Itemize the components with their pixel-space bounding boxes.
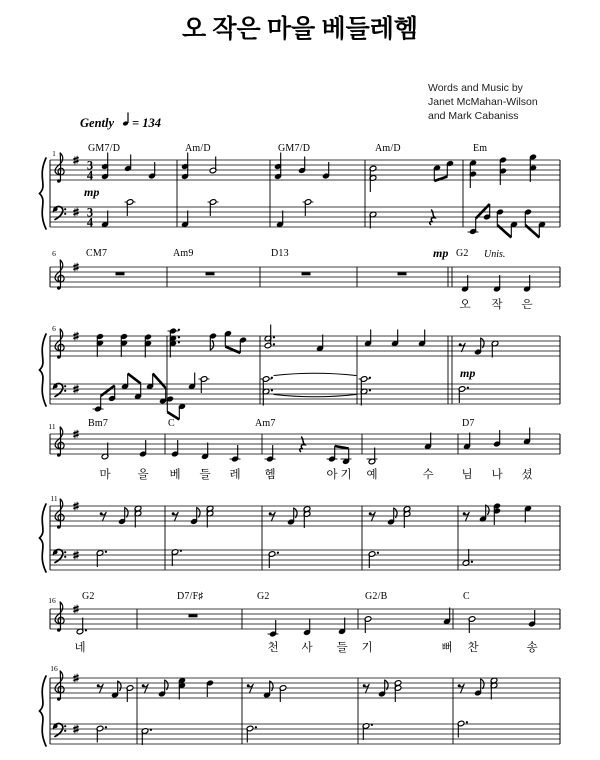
augmentation-dot: [105, 726, 107, 728]
chord-symbol: D7: [462, 418, 475, 429]
piano-system-4: [40, 664, 561, 746]
augmentation-dot: [369, 377, 371, 379]
lyric-syllable: 베: [169, 467, 181, 481]
lyric-syllable: 오: [459, 297, 471, 311]
lyric-syllable: 뻐: [441, 640, 453, 654]
sharp-icon: [73, 507, 78, 509]
sharp-icon: [73, 556, 78, 558]
lyric-syllable: 아: [326, 467, 338, 481]
beam: [335, 446, 349, 449]
lyric-syllable: 마: [99, 467, 111, 481]
sharp-icon: [73, 432, 78, 434]
lyric-syllable: 들: [199, 467, 211, 481]
beam: [101, 386, 115, 397]
augmentation-dot: [466, 721, 468, 723]
lyric-syllable: 레: [229, 467, 241, 481]
augmentation-dot: [369, 389, 371, 391]
treble-clef-icon: [57, 628, 60, 631]
vocal-system-4: [48, 591, 560, 654]
tie: [274, 395, 356, 397]
measure-number: 6: [52, 249, 56, 258]
lyric-syllable: 찬: [467, 640, 479, 654]
beam: [153, 374, 166, 389]
credit-line-2: Janet McMahan-Wilson: [428, 96, 538, 108]
augmentation-dot: [178, 336, 180, 338]
bass-clef-icon: [64, 213, 66, 215]
lyric-syllable: 은: [521, 297, 533, 311]
treble-clef-icon: [57, 355, 60, 358]
piano-system-1: [40, 143, 561, 238]
bass-clef-icon: [64, 390, 66, 392]
chord-symbol: C: [168, 418, 175, 429]
bass-clef-icon: [54, 384, 63, 397]
measure-number: 1: [52, 149, 56, 158]
augmentation-dot: [85, 629, 87, 631]
treble-clef-icon: [55, 602, 64, 624]
sharp-icon: [73, 553, 78, 555]
lyric-syllable: 천: [267, 640, 279, 654]
sharp-icon: [73, 268, 78, 270]
bass-clef-icon: [54, 550, 63, 563]
treble-clef-icon: [57, 525, 60, 528]
chord-symbol: G2: [257, 591, 270, 602]
chord-symbol: Am9: [173, 248, 194, 259]
beam: [128, 374, 141, 384]
chord-symbol: Am/D: [185, 143, 211, 154]
eighth-rest-stem: [365, 684, 369, 693]
measure-number: 16: [48, 596, 56, 605]
treble-clef-icon: [55, 153, 64, 175]
sharp-icon: [73, 504, 78, 506]
sharp-icon: [73, 161, 78, 163]
tempo-word: Gently: [80, 116, 115, 130]
tie: [274, 373, 356, 375]
eighth-rest-stem: [465, 512, 469, 521]
chord-symbol: Am/D: [375, 143, 401, 154]
dynamic-mark: mp: [460, 366, 476, 380]
measure-number: 16: [50, 664, 58, 673]
dynamic-mark: mp: [84, 185, 100, 199]
augmentation-dot: [255, 726, 257, 728]
lyric-syllable: 을: [137, 467, 149, 481]
sharp-icon: [73, 610, 78, 612]
measure-rest: [189, 614, 198, 617]
chord-symbol: Em: [473, 143, 488, 154]
sharp-icon: [73, 435, 78, 437]
augmentation-dot: [273, 343, 275, 345]
augmentation-dot: [277, 552, 279, 554]
beam: [225, 347, 240, 354]
augmentation-dot: [150, 729, 152, 731]
piano-system-2: [40, 324, 561, 420]
eighth-rest-stem: [99, 684, 103, 693]
credit-line-1: Words and Music by: [428, 82, 523, 94]
eighth-rest-stem: [371, 512, 375, 521]
chord-symbol: Am7: [255, 418, 276, 429]
vocal-system-2: [50, 246, 560, 311]
treble-clef-icon: [55, 329, 64, 351]
measure-number: 11: [50, 494, 58, 503]
sharp-icon: [73, 727, 78, 729]
augmentation-dot: [377, 552, 379, 554]
piano-system-3: [40, 494, 561, 572]
measure-rest: [302, 272, 311, 275]
chord-symbol: G2/B: [365, 591, 388, 602]
unison-label: Unis.: [484, 249, 506, 260]
lyric-syllable: 수: [422, 467, 434, 481]
vocal-system-3: [48, 418, 560, 481]
sharp-icon: [73, 676, 78, 678]
augmentation-dot: [178, 341, 180, 343]
augmentation-dot: [467, 387, 469, 389]
chord-symbol: GM7/D: [88, 143, 121, 154]
lyric-syllable: 송: [526, 640, 538, 654]
measure-number: 11: [48, 422, 56, 431]
bass-clef-icon: [64, 725, 66, 727]
bass-clef-icon: [64, 208, 66, 210]
augmentation-dot: [105, 551, 107, 553]
credit-line-3: and Mark Cabaniss: [428, 110, 519, 122]
sharp-icon: [73, 158, 78, 160]
sharp-icon: [73, 607, 78, 609]
treble-clef-icon: [55, 260, 64, 282]
treble-clef-icon: [57, 697, 60, 700]
lyric-syllable: 셨: [521, 467, 533, 481]
chord-symbol: Bm7: [88, 418, 109, 429]
lyric-syllable: 들: [336, 640, 348, 654]
lyric-syllable: 님: [461, 467, 473, 481]
brace-icon: [40, 676, 47, 746]
augmentation-dot: [471, 561, 473, 563]
chord-symbol: C: [463, 591, 470, 602]
eighth-rest-stem: [174, 512, 178, 521]
treble-clef-icon: [55, 427, 64, 449]
bass-clef-icon: [64, 730, 66, 732]
augmentation-dot: [271, 377, 273, 379]
bass-clef-icon: [64, 551, 66, 553]
time-signature-numerator: 3: [86, 158, 94, 173]
treble-clef-icon: [55, 671, 64, 693]
sharp-icon: [73, 265, 78, 267]
sharp-icon: [73, 337, 78, 339]
quarter-note-icon: [122, 113, 128, 127]
brace-icon: [40, 158, 47, 229]
lyric-syllable: 사: [301, 640, 313, 654]
measure-number: 6: [52, 324, 56, 333]
measure-rest: [398, 272, 407, 275]
tempo-value: = 134: [132, 116, 161, 130]
bass-clef-icon: [54, 724, 63, 737]
augmentation-dot: [178, 329, 180, 331]
eighth-rest-stem: [460, 684, 464, 693]
lyric-syllable: 기: [340, 467, 352, 481]
treble-clef-icon: [57, 453, 60, 456]
augmentation-dot: [180, 550, 182, 552]
brace-icon: [40, 334, 47, 406]
chord-symbol: D13: [271, 248, 289, 259]
lyric-syllable: 기: [361, 640, 373, 654]
sharp-icon: [73, 210, 78, 212]
augmentation-dot: [271, 389, 273, 391]
sharp-icon: [73, 390, 78, 392]
treble-clef-icon: [57, 179, 60, 182]
eighth-rest-stem: [249, 684, 253, 693]
chord-symbol: D7/F♯: [177, 591, 204, 602]
chord-symbol: CM7: [86, 248, 108, 259]
treble-clef-icon: [57, 286, 60, 289]
eighth-rest-stem: [271, 512, 275, 521]
measure-rest: [116, 272, 125, 275]
lyric-syllable: 나: [491, 467, 503, 481]
sharp-icon: [73, 334, 78, 336]
sharp-icon: [73, 387, 78, 389]
chord-symbol: GM7/D: [278, 143, 311, 154]
bass-clef-icon: [64, 556, 66, 558]
sharp-icon: [73, 730, 78, 732]
time-signature-numerator: 3: [86, 205, 94, 220]
time-signature-denominator: 4: [86, 168, 94, 183]
brace-icon: [40, 504, 47, 572]
lyric-syllable: 네: [74, 640, 86, 654]
eighth-rest-stem: [102, 512, 106, 521]
lyric-syllable: 작: [491, 297, 503, 311]
measure-rest: [206, 272, 215, 275]
lyric-syllable: 헴: [264, 467, 276, 481]
time-signature-denominator: 4: [86, 215, 94, 230]
chord-symbol: G2: [82, 591, 95, 602]
bass-clef-icon: [64, 385, 66, 387]
augmentation-dot: [371, 724, 373, 726]
bass-clef-icon: [54, 207, 63, 220]
sharp-icon: [73, 213, 78, 215]
page-title: 오 작은 마을 베들레헴: [181, 16, 419, 43]
dynamic-mark: mp: [433, 246, 449, 260]
sharp-icon: [73, 679, 78, 681]
lyric-syllable: 예: [366, 467, 378, 481]
chord-symbol: G2: [456, 248, 469, 259]
eighth-rest-stem: [144, 684, 148, 693]
augmentation-dot: [273, 336, 275, 338]
